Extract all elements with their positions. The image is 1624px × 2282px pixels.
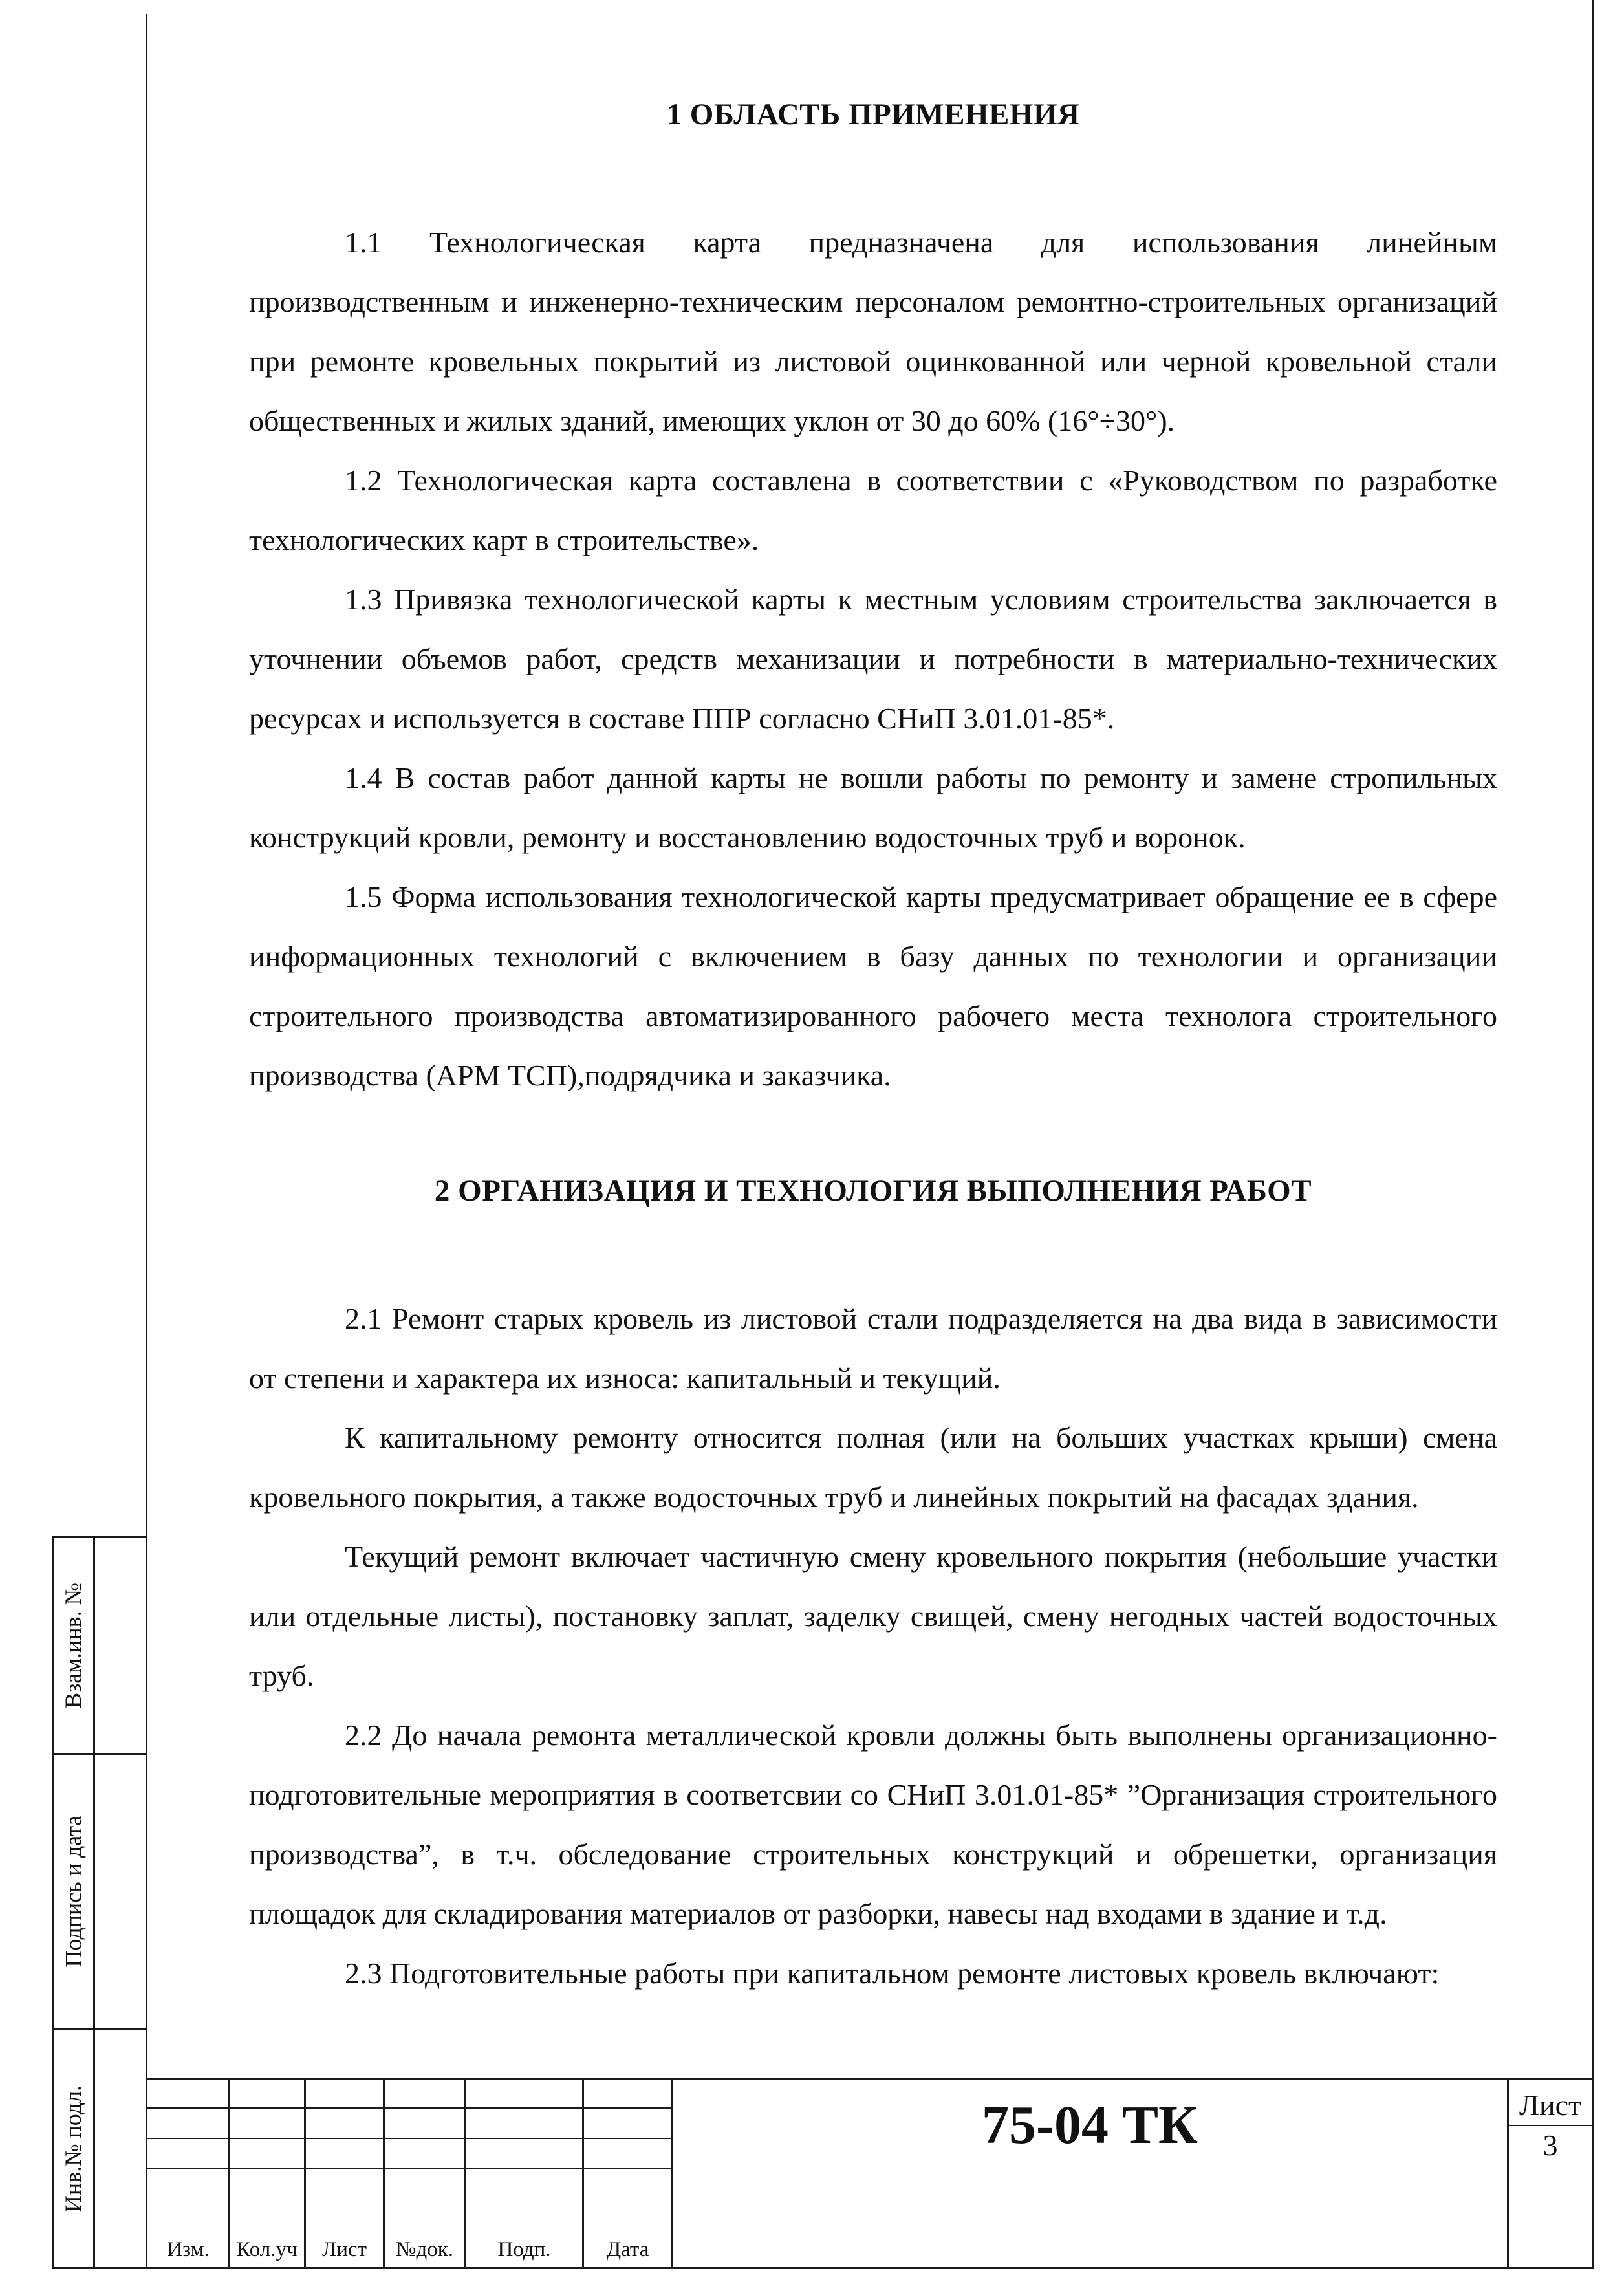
frame-right-border <box>1592 0 1594 2268</box>
side-stamp-inner-line <box>93 1536 95 2268</box>
header-izm: Изм. <box>167 2238 210 2261</box>
paragraph-2-1-current: Текущий ремонт включает частичную смену кровельного покрытия (небольшие участки или отдельные листы), постановку заплат, заделку свищей, смену негодных частей водосточных труб. <box>249 1540 1497 1692</box>
header-kol-uch: Кол.уч <box>236 2238 298 2261</box>
paragraph-2-1-capital: К капитальному ремонту относится полная (или на больших участках крыши) смена кровельного покрытия, а также водосточных труб и линейных покрытий на фасадах здания. <box>249 1421 1497 1514</box>
side-label-inv-podl: Инв.№ подл. <box>60 2085 86 2212</box>
document-code: 75-04 ТК <box>982 2094 1198 2155</box>
header-podp: Подп. <box>497 2238 551 2261</box>
paragraph-2-3: 2.3 Подготовительные работы при капитальном ремонте листовых кровель включают: <box>345 1957 1440 1990</box>
section-2-title: 2 ОРГАНИЗАЦИЯ И ТЕХНОЛОГИЯ ВЫПОЛНЕНИЯ РАБОТ <box>434 1174 1312 1208</box>
side-label-podpis-data: Подпись и дата <box>60 1815 87 1968</box>
paragraph-2-2: 2.2 До начала ремонта металлической кровли должны быть выполнены организационно-подготовительные мероприятия в соответсвии со СНиП 3.01.01-85* ”Организация строительного производства”, в т.ч. обследование строительных конструкций и обрешетки, организация площадок для складирования материалов от разборки, навесы над входами в здание и т.д. <box>249 1719 1497 1930</box>
section-1-title: 1 ОБЛАСТЬ ПРИМЕНЕНИЯ <box>666 98 1080 131</box>
paragraph-1-3: 1.3 Привязка технологической карты к местным условиям строительства заключается в уточнении объемов работ, средств механизации и потребности в материально-технических ресурсах и используется в составе ППР согласно СНиП 3.01.01-85*. <box>249 583 1497 735</box>
header-data: Дата <box>606 2238 649 2261</box>
side-label-vzam-inv: Взам.инв. № <box>60 1583 86 1708</box>
sheet-number: 3 <box>1543 2129 1558 2162</box>
title-block-grid-row-2 <box>147 2138 671 2139</box>
paragraph-2-1: 2.1 Ремонт старых кровель из листовой стали подразделяется на два вида в зависимости от степени и характера их износа: капитальный и текущий. <box>249 1302 1497 1395</box>
sheet-label: Лист <box>1519 2089 1582 2122</box>
paragraph-1-1: 1.1 Технологическая карта предназначена для использования линейным производственным и инженерно-техническим персоналом ремонтно-строительных организаций при ремонте кровельных покрытий из листовой оцинкованной или черной кровельной стали общественных и жилых зданий, имеющих уклон от 30 до 60% (16°÷30°). <box>249 226 1497 437</box>
header-nodok: №док. <box>395 2238 454 2261</box>
title-block-grid-row-1 <box>147 2107 671 2109</box>
header-list: Лист <box>321 2238 367 2261</box>
main-content <box>249 97 1497 2003</box>
paragraph-1-2: 1.2 Технологическая карта составлена в соответствии с «Руководством по разработке технологических карт в строительстве». <box>249 464 1497 556</box>
paragraph-1-4: 1.4 В состав работ данной карты не вошли работы по ремонту и замене стропильных конструкций кровли, ремонту и восстановлению водосточных труб и воронок. <box>249 761 1497 854</box>
sheet-cell-divider <box>1507 2125 1594 2126</box>
title-block-grid-row-3 <box>147 2168 671 2169</box>
paragraph-1-5: 1.5 Форма использования технологической карты предусматривает обращение ее в сфере информационных технологий с включением в базу данных по технологии и организации строительного производства автоматизированного рабочего места технолога строительного производства (АРМ ТСП),подрядчика и заказчика. <box>249 880 1497 1092</box>
frame-left-border <box>146 14 147 2268</box>
